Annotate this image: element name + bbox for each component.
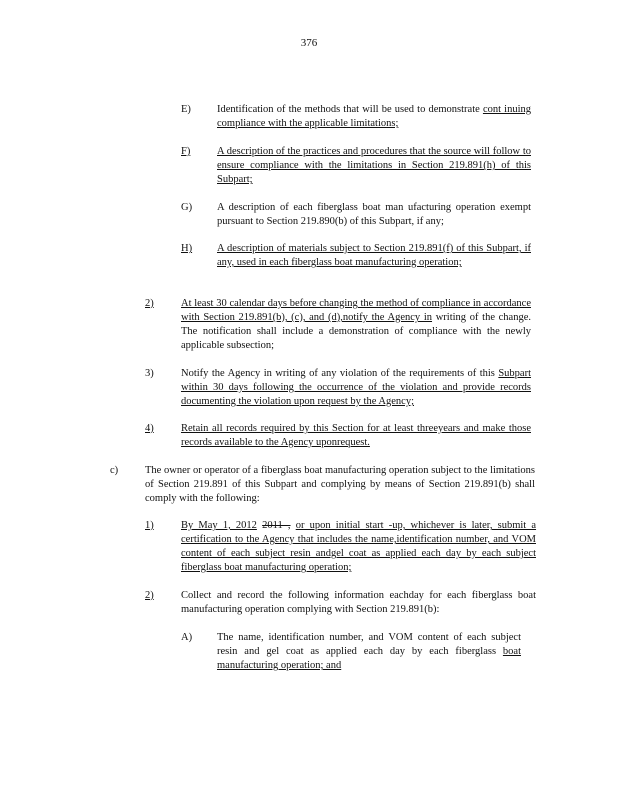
item-label: c)	[110, 465, 119, 476]
item-text-inserted: By May 1, 2012	[181, 520, 257, 531]
item-text-inserted: A description of materials subject to Section 219.891(f) of this Subpart, if any, used in each fiberglass boat manufacturing operation;	[217, 243, 531, 268]
item-text-inserted: At least 30 calendar days before changing the method of compliance in accordance with Section 219.891(b), (c), and (d),notify the Agency in	[181, 298, 531, 323]
item-text: The name, identification number, and VOM content of each subject resin and gel coat as applied each day by each fiberglass	[217, 632, 521, 657]
item-label: F)	[181, 146, 191, 157]
item-text-inserted: or upon initial start -up, whichever is later, submit a certification to the Agency that includes the name,identification number, and VOM content of each subject resin andgel coat as applied each day by each subject fiberglass boat manufacturing operation;	[181, 520, 537, 573]
item-text-deleted: 2011 ,	[262, 520, 291, 531]
item-text-inserted: Retain all records required by this Section for at least threeyears and make those records available to the Agency uponrequest.	[181, 423, 531, 448]
item-text: Identification of the methods that will be used to demonstrate	[217, 104, 480, 115]
item-text-inserted: Subpart within 30 days following the occurrence of the violation and provide records documenting the violation upon request by the Agency;	[181, 368, 532, 407]
item-label: E)	[181, 104, 191, 115]
item-text-inserted: boat manufacturing operation; and	[217, 646, 521, 671]
item-label: G)	[181, 202, 193, 213]
item-label: A)	[181, 632, 193, 643]
item-label: 4)	[145, 423, 154, 434]
item-text: Notify the Agency in writing of any violation of the requirements of this	[181, 368, 495, 379]
item-text: A description of each fiberglass boat man ufacturing operation exempt pursuant to Section 219.890(b) of this Subpart, if any;	[217, 202, 531, 227]
item-label: 1)	[145, 520, 154, 531]
item-label: H)	[181, 243, 193, 254]
item-text-inserted: A description of the practices and procedures that the source will follow to ensure compliance with the limitations in Section 219.891(h) of this Subpart;	[217, 146, 531, 185]
item-text: writing of the change. The notification shall include a demonstration of compliance with the newly applicable subsection;	[181, 312, 532, 351]
item-text: Collect and record the following information eachday for each fiberglass boat manufacturing operation complying with Section 219.891(b):	[181, 590, 536, 615]
page-number: 376	[300, 37, 318, 49]
item-label: 2)	[145, 590, 154, 601]
item-text-inserted: cont inuing compliance with the applicable limitations;	[217, 104, 531, 129]
item-label: 2)	[145, 298, 154, 309]
item-label: 3)	[145, 368, 154, 379]
item-text: The owner or operator of a fiberglass boat manufacturing operation subject to the limitations of Section 219.891 of this Subpart and complying by means of Section 219.891(b) shall comply with the following:	[145, 465, 535, 504]
